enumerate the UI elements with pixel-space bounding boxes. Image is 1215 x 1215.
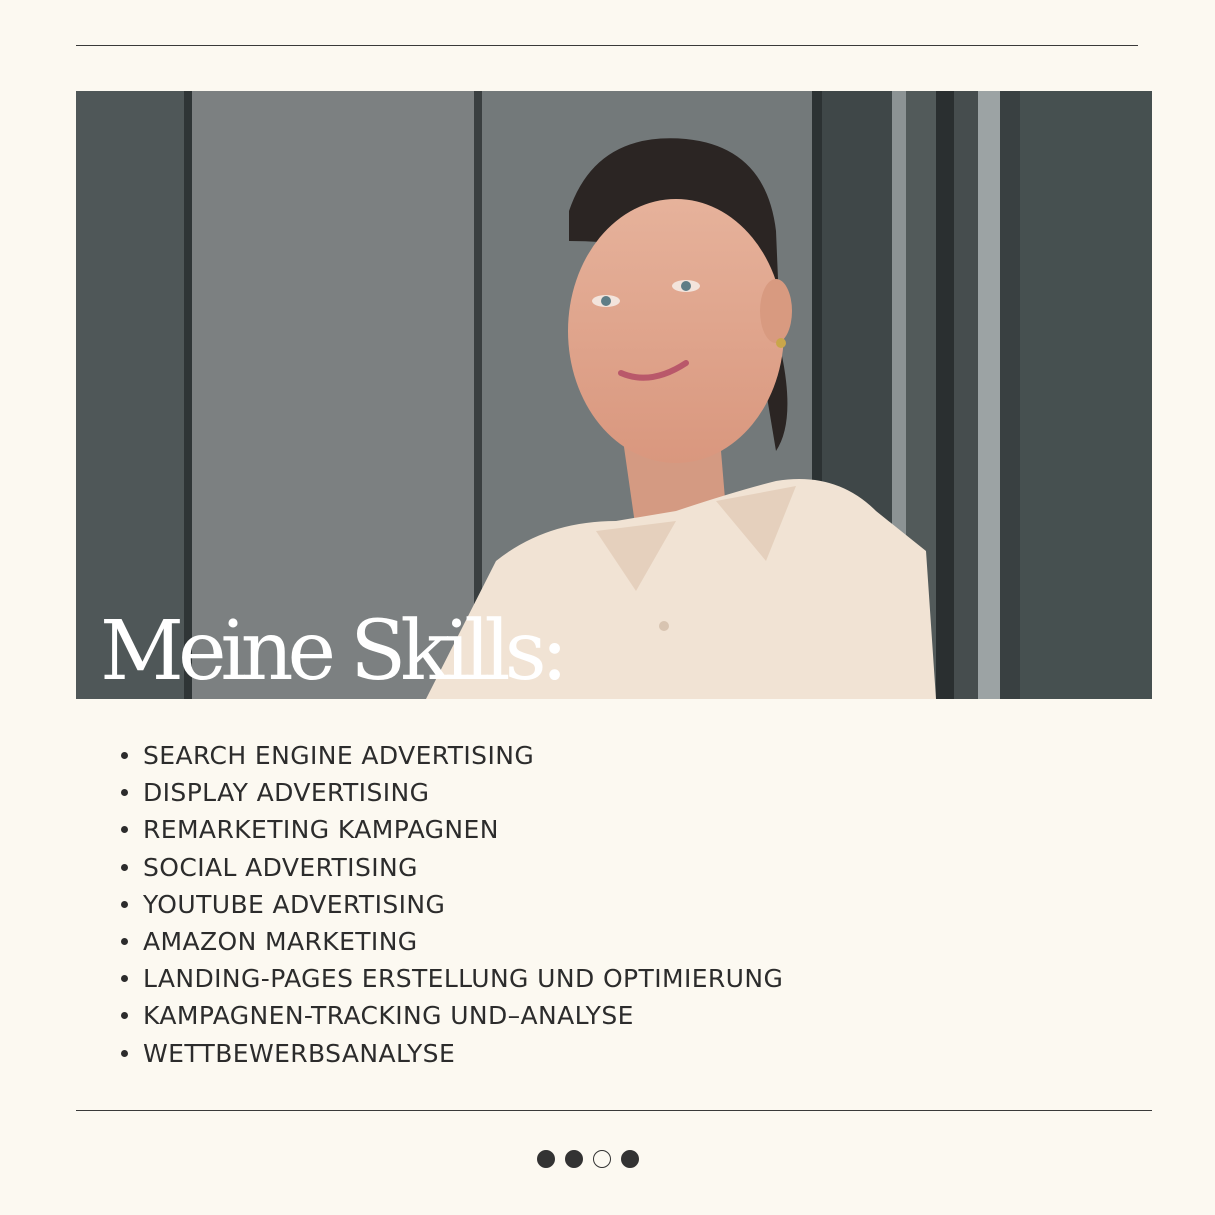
skill-label: AMAZON MARKETING: [143, 926, 418, 956]
list-item: [118, 737, 783, 774]
skill-label: SEARCH ENGINE ADVERTISING: [143, 741, 535, 770]
skill-label: YOUTUBE ADVERTISING: [143, 889, 446, 919]
list-item: [118, 774, 783, 811]
bullet: [121, 938, 128, 945]
top-divider: [76, 45, 1138, 46]
bullet: [121, 975, 128, 982]
skill-label: WETTBEWERBSANALYSE: [143, 1038, 456, 1068]
skills-list: [118, 737, 783, 1072]
list-item: [118, 886, 783, 923]
bullet: [121, 826, 128, 833]
pager-dot-1[interactable]: [537, 1150, 555, 1168]
list-item: [118, 1035, 783, 1072]
bullet: [121, 1012, 128, 1019]
pager-dot-3[interactable]: [593, 1150, 611, 1168]
page-title: Meine Skills:: [100, 604, 563, 699]
skill-label: LANDING-PAGES ERSTELLUNG UND OPTIMIERUNG: [143, 964, 784, 994]
bottom-divider: [76, 1110, 1152, 1111]
list-item: [118, 923, 783, 960]
skill-label: DISPLAY ADVERTISING: [143, 778, 430, 808]
bullet: [121, 789, 128, 796]
bullet: [121, 752, 128, 759]
portrait-photo: [76, 91, 1152, 699]
bullet: [121, 864, 128, 871]
list-item: [118, 811, 783, 848]
list-item: [118, 997, 783, 1034]
bullet: [121, 901, 128, 908]
pager-dot-4[interactable]: [621, 1150, 639, 1168]
skill-label: SOCIAL ADVERTISING: [143, 852, 418, 882]
bullet: [121, 1050, 128, 1057]
pager-dot-2[interactable]: [565, 1150, 583, 1168]
skill-label: REMARKETING KAMPAGNEN: [143, 815, 499, 845]
skill-label: KAMPAGNEN-TRACKING UND–ANALYSE: [143, 1001, 634, 1031]
carousel-pager: [537, 1150, 639, 1168]
list-item: [118, 960, 783, 997]
list-item: [118, 849, 783, 886]
